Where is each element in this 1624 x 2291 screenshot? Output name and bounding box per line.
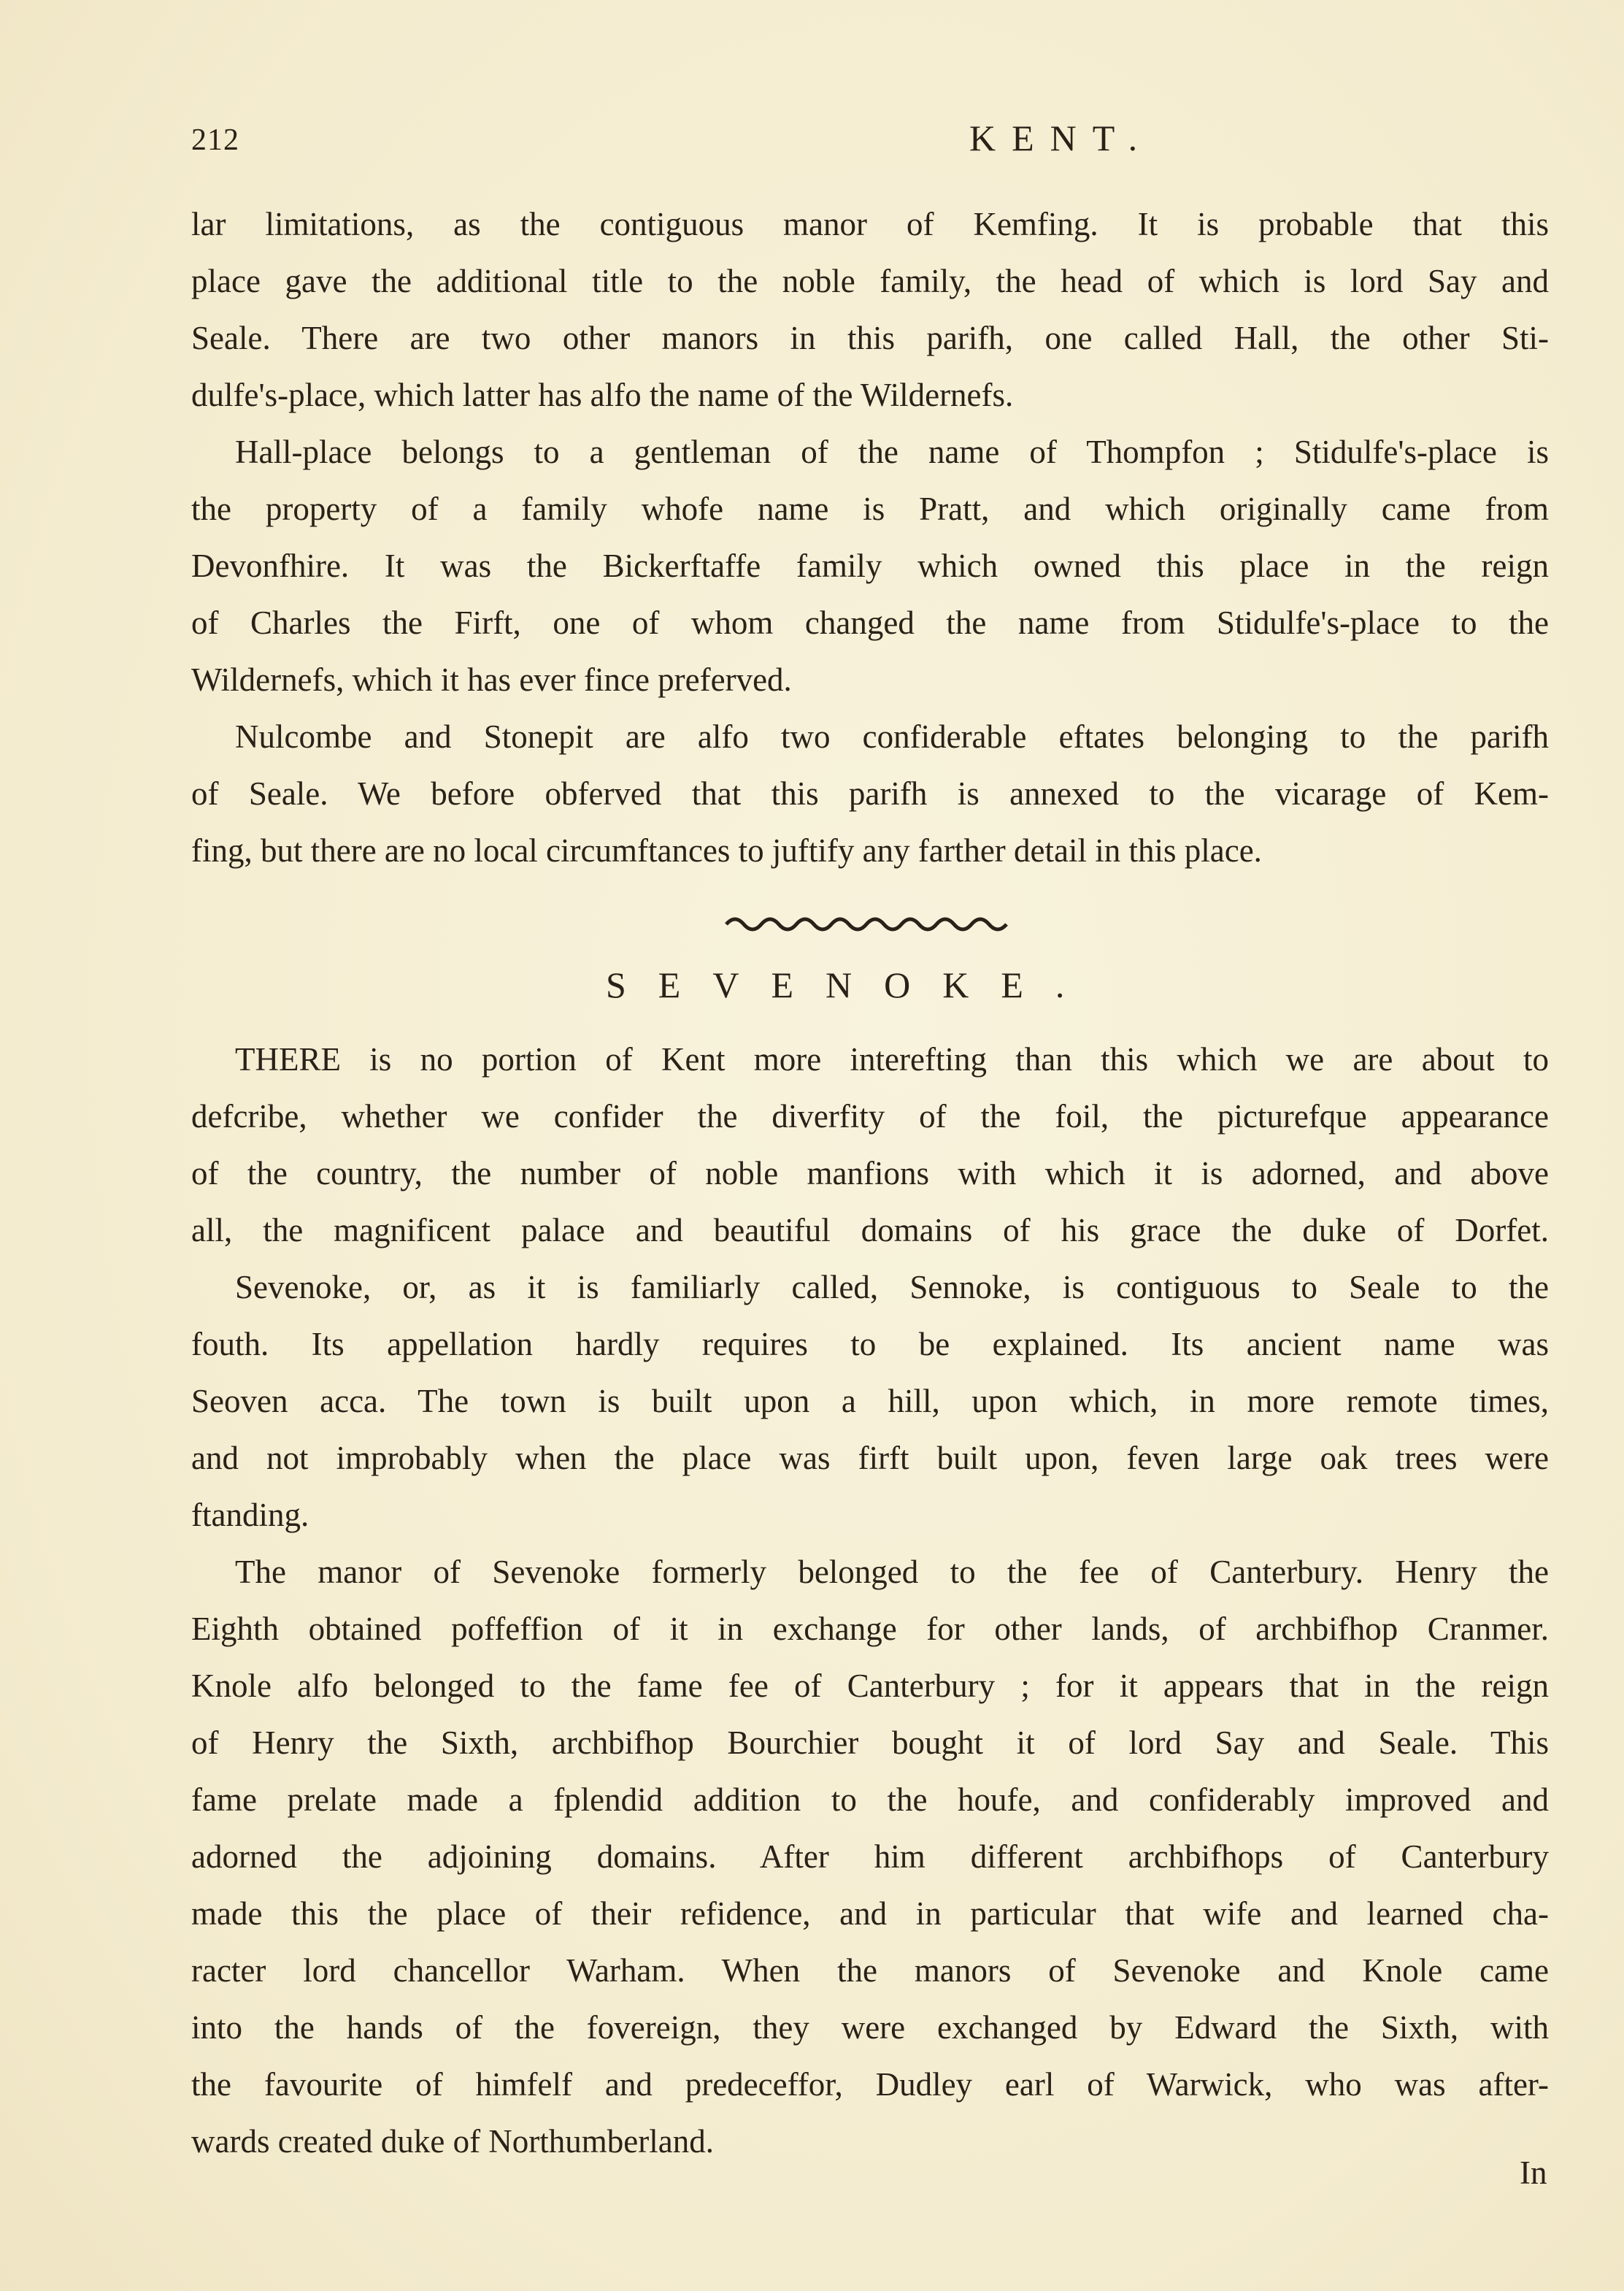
text-line: Sevenoke, or, as it is familiarly called, Sennoke, is contiguous to Seale to the — [235, 1269, 1549, 1305]
paragraph — [191, 1259, 1549, 1543]
text-line: made this the place of their refidence, and in particular that wife and learned cha- — [191, 1895, 1549, 1932]
sevenoke-section — [191, 1031, 1549, 2170]
text-line: racter lord chancellor Warham. When the manors of Sevenoke and Knole came — [191, 1952, 1549, 1989]
text-line: of the country, the number of noble manfions with which it is adorned, and above — [191, 1155, 1549, 1191]
section-title: SEVENOKE. — [606, 964, 1097, 1005]
text-line: Nulcombe and Stonepit are alfo two confiderable eftates belonging to the parifh — [235, 718, 1549, 755]
text-line: Wildernefs, which it has ever fince preferved. — [191, 661, 792, 698]
text-line: Knole alfo belonged to the fame fee of Canterbury ; for it appears that in the reign — [191, 1668, 1549, 1704]
text-line: all, the magnificent palace and beautiful domains of his grace the duke of Dorfet. — [191, 1212, 1549, 1248]
seale-section — [191, 196, 1549, 879]
text-line: the property of a family whofe name is Pratt, and which originally came from — [191, 491, 1549, 527]
text-line: of Charles the Firft, one of whom changed the name from Stidulfe's-place to the — [191, 605, 1549, 641]
text-line: THERE is no portion of Kent more interefting than this which we are about to — [235, 1041, 1549, 1078]
text-line: of Henry the Sixth, archbifhop Bourchier bought it of lord Say and Seale. This — [191, 1724, 1549, 1761]
text-line: Devonfhire. It was the Bickerftaffe family which owned this place in the reign — [191, 548, 1549, 584]
text-line: adorned the adjoining domains. After him different archbifhops of Canterbury — [191, 1838, 1549, 1875]
text-line: Hall-place belongs to a gentleman of the name of Thompfon ; Stidulfe's-place is — [235, 434, 1549, 470]
text-line: the favourite of himfelf and predeceffor, Dudley earl of Warwick, who was after- — [191, 2066, 1549, 2103]
text-line: fouth. Its appellation hardly requires to be explained. Its ancient name was — [191, 1326, 1549, 1362]
running-head: KENT. — [969, 118, 1154, 158]
paragraph — [191, 1543, 1549, 2170]
page-number: 212 — [191, 123, 239, 157]
text-line: into the hands of the fovereign, they were exchanged by Edward the Sixth, with — [191, 2009, 1549, 2046]
text-line: The manor of Sevenoke formerly belonged to the fee of Canterbury. Henry the — [235, 1554, 1549, 1590]
paragraph — [191, 1031, 1549, 1259]
page-header — [191, 117, 1549, 161]
text-line: dulfe's-place, which latter has alfo the name of the Wildernefs. — [191, 377, 1014, 413]
ornament-rule-icon — [723, 907, 1015, 936]
paragraph — [191, 196, 1549, 423]
text-line: and not improbably when the place was firft built upon, feven large oak trees were — [191, 1440, 1549, 1476]
catchword: In — [1520, 2154, 1547, 2191]
text-line: defcribe, whether we confider the diverfity of the foil, the picturefque appearance — [191, 1098, 1549, 1135]
text-line: fing, but there are no local circumftances to juftify any farther detail in this place. — [191, 832, 1262, 869]
text-line: lar limitations, as the contiguous manor of Kemfing. It is probable that this — [191, 206, 1549, 242]
text-line: of Seale. We before obferved that this parifh is annexed to the vicarage of Kem- — [191, 775, 1549, 812]
text-line: ftanding. — [191, 1497, 309, 1533]
paragraph — [191, 423, 1549, 708]
text-line: Seale. There are two other manors in this parifh, one called Hall, the other Sti- — [191, 320, 1549, 356]
text-line: wards created duke of Northumberland. — [191, 2123, 714, 2160]
text-line: Seoven acca. The town is built upon a hill, upon which, in more remote times, — [191, 1383, 1549, 1419]
paragraph — [191, 708, 1549, 879]
text-line: Eighth obtained poffeffion of it in exchange for other lands, of archbifhop Cranmer. — [191, 1611, 1549, 1647]
text-line: fame prelate made a fplendid addition to the houfe, and confiderably improved and — [191, 1781, 1549, 1818]
text-line: place gave the additional title to the noble family, the head of which is lord Say and — [191, 263, 1549, 299]
